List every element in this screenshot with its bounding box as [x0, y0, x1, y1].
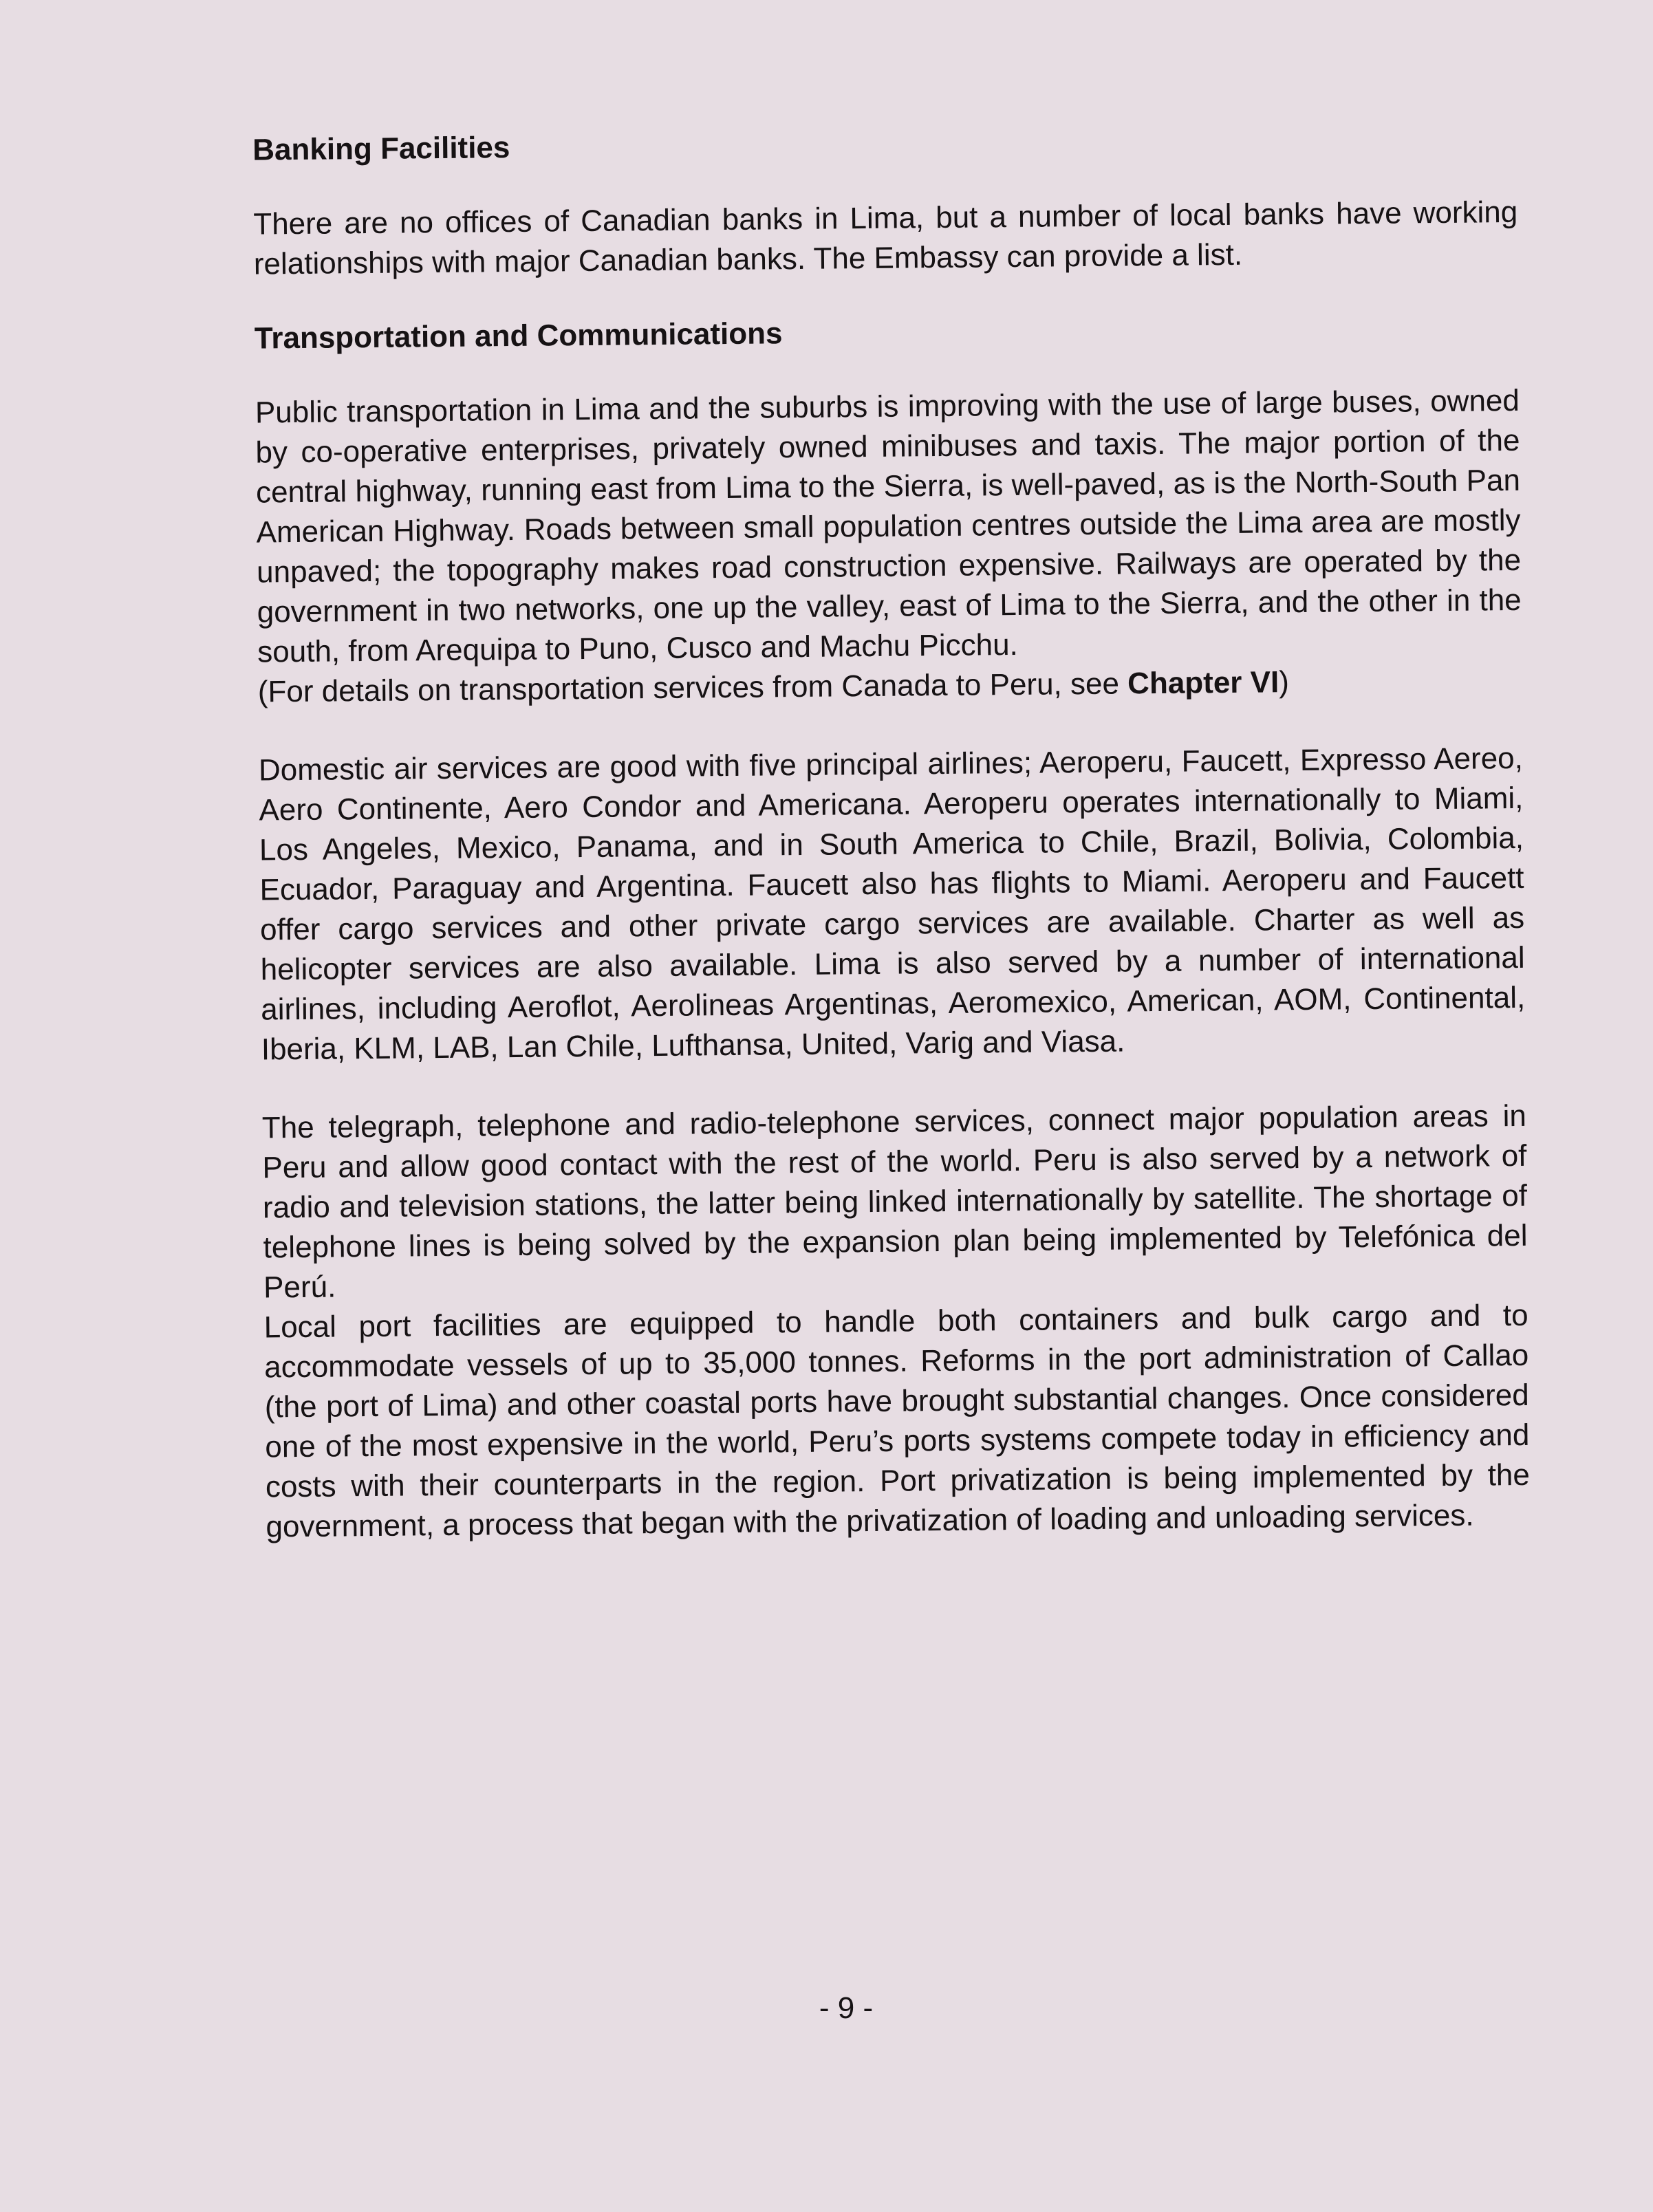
chapter-reference: Chapter VI: [1127, 665, 1279, 701]
paragraph-air-services: Domestic air services are good with five principal airlines; Aeroperu, Faucett, Expresso Aereo, Aero Continente, Aero Condor and Americana. Aeroperu operates internationally to Miami, Los Angeles, Mexico, Panama, and in South America to Chile, Brazil, Bolivia, Colombia, Ecuador, Paraguay and Argentina. Faucett also has flights to Miami. Aeroperu and Faucett offer cargo services and other private cargo services are available. Charter as well as helicopter services are also available. Lima is also served by a number of international airlines, including Aeroflot, Aerolineas Argentinas, Aeromexico, American, AOM, Continental, Iberia, KLM, LAB, Lan Chile, Lufthansa, United, Varig and Viasa.: [258, 741, 1526, 1067]
section-heading-transport: Transportation and Communications: [254, 316, 783, 356]
reference-suffix: ): [1278, 665, 1290, 700]
paragraph-public-transport: Public transportation in Lima and the suburbs is improving with the use of large buses, owned by co-operative enterprises, privately owned minibuses and taxis. The major portion of the central highway, running east from Lima to the Sierra, is well-paved, as is the North-South Pan American Highway. Roads between small population centres outside the Lima area are mostly unpaved; the topography makes road construction expensive. Railways are operated by the government in two networks, one up the valley, east of Lima to the Sierra, and the other in the south, from Arequipa to Puno, Cusco and Machu Picchu.: [255, 383, 1522, 669]
paragraph-port-facilities: Local port facilities are equipped to handle both containers and bulk cargo and to accommodate vessels of up to 35,000 tonnes. Reforms in the port administration of Callao (the port of Lima) and other coastal ports have brought substantial changes. Once considered one of the most expensive in the world, Peru’s ports systems compete today in efficiency and costs with their counterparts in the region. Port privatization is being implemented by the government, a process that began with the privatization of loading and unloading services.: [263, 1298, 1531, 1544]
reference-prefix: (For details on transportation services from Canada to Peru, see: [257, 666, 1128, 709]
section-heading-banking: Banking Facilities: [252, 131, 510, 167]
page-number: - 9 -: [819, 1991, 874, 2025]
paragraph-telecommunications: The telegraph, telephone and radio-telephone services, connect major population areas in Peru and allow good contact with the rest of the world. Peru is also served by a network of radio and television stations, the latter being linked internationally by satellite. The shortage of telephone lines is being solved by the expansion plan being implemented by Telefónica del Perú.: [261, 1098, 1528, 1305]
paragraph-banking: There are no offices of Canadian banks in Lima, but a number of local banks have working relationships with major Canadian banks. The Embassy can provide a list.: [253, 195, 1518, 281]
page-content: [224, 118, 1531, 1548]
